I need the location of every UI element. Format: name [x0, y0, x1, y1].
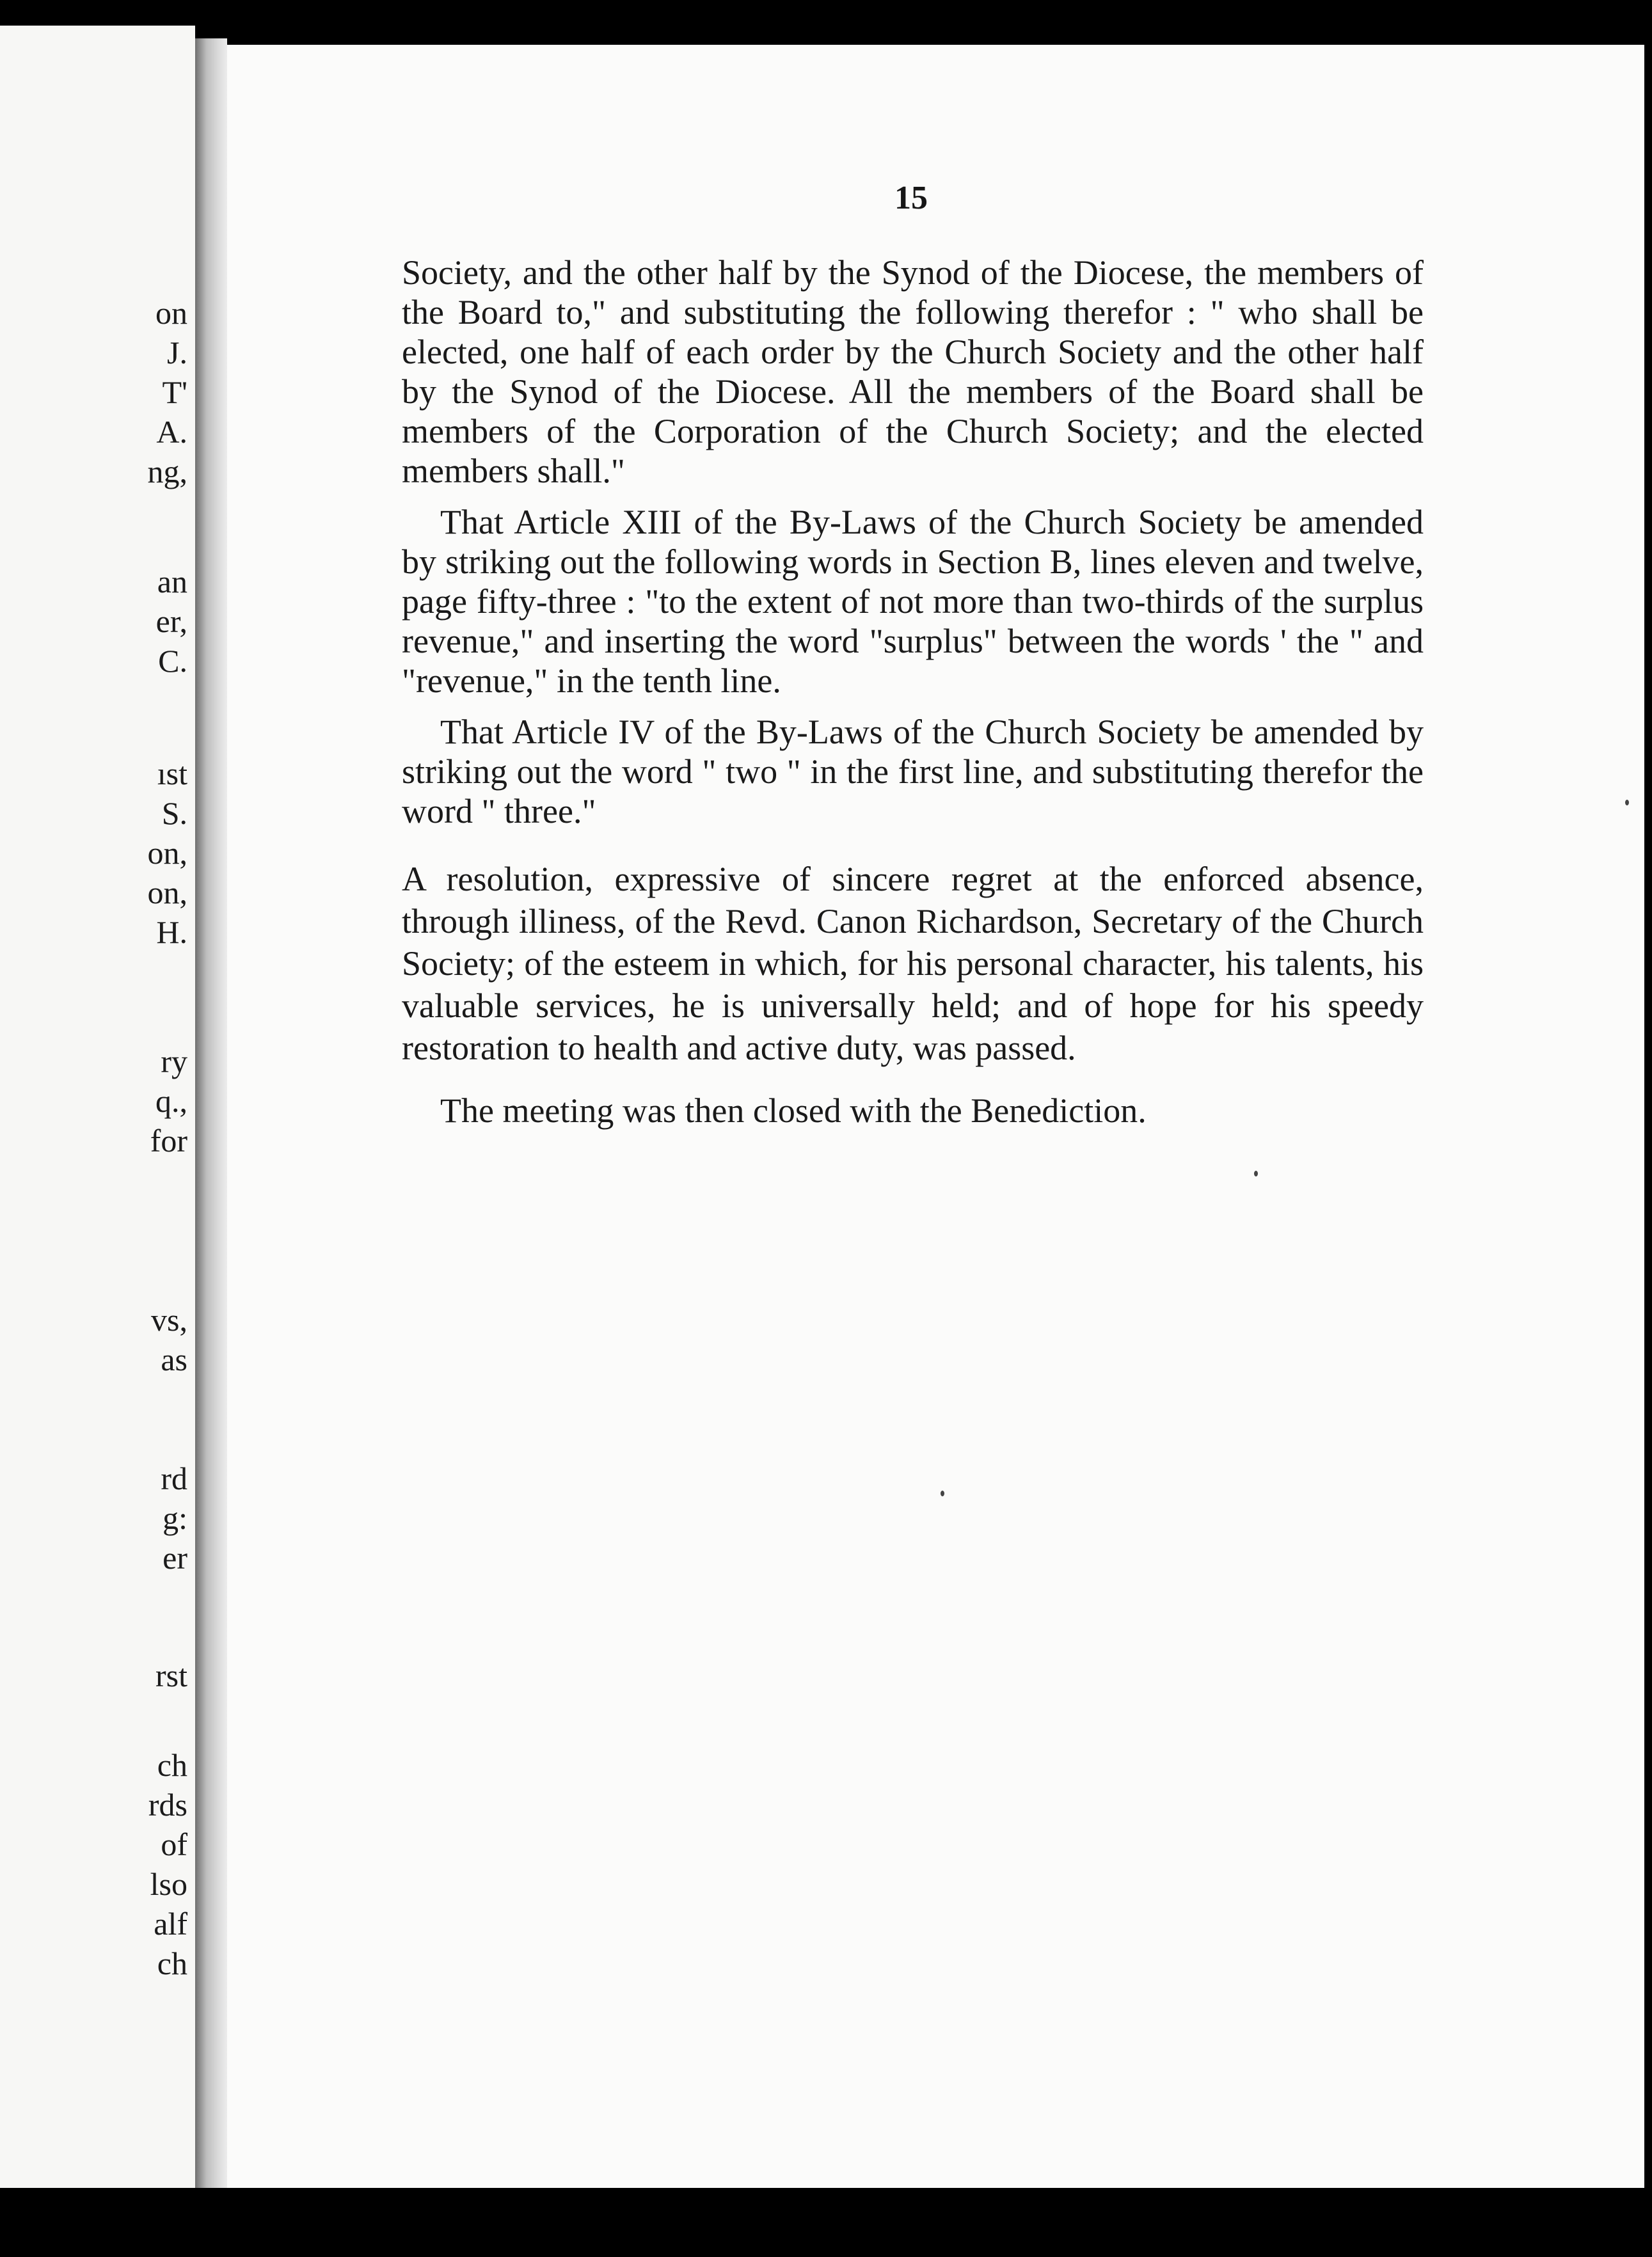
print-speck [1254, 1171, 1258, 1176]
fragment: of [161, 1826, 187, 1862]
fragment: alf [154, 1906, 187, 1942]
fragment: as [161, 1342, 187, 1377]
fragment: ch [157, 1747, 187, 1783]
amendment-article-iv: That Article IV of the By-Laws of the Church Society be amended by striking out the word " two " in the first line, and substituting therefor the word " three." [402, 713, 1424, 830]
fragment: J. [167, 335, 187, 370]
fragment: rd [161, 1461, 187, 1496]
fragment: ıst [157, 756, 187, 791]
print-speck [1625, 800, 1629, 805]
fragment: q., [155, 1083, 187, 1119]
fragment: ry [161, 1043, 187, 1079]
fragment: H. [156, 914, 187, 950]
amendment-article-xiii: That Article XIII of the By-Laws of the Church Society be amended by striking out the following words in Section B, lines eleven and twelve, page fifty-three : "to the extent of not more than two-thirds of the surplus revenue," and inserting the word "surplus" between the words ' the " and "revenue," in the tenth line. [402, 503, 1424, 700]
fragment: on [155, 295, 187, 331]
fragment: for [150, 1123, 187, 1159]
fragment: rst [155, 1658, 187, 1693]
resolution-paragraph: A resolution, expressive of sincere regret at the enforced absence, through illiness, of the Revd. Canon Richardson, Secretary of the Church Society; of the esteem in which, for his personal character, his talents, his valuable services, he is universally held; and of hope for his speedy restoration to health and active duty, was passed. [402, 860, 1424, 1067]
fragment: A. [156, 414, 187, 450]
fragment: er, [155, 603, 187, 639]
fragment: an [157, 564, 187, 599]
fragment: ng, [147, 454, 187, 489]
fragment: C. [158, 643, 187, 679]
fragment: T' [162, 374, 187, 410]
fragment: lso [150, 1866, 187, 1902]
fragment: on, [147, 875, 187, 910]
fragment: vs, [151, 1302, 187, 1338]
fragment: on, [147, 835, 187, 871]
page-number: 15 [894, 180, 928, 216]
book-gutter [195, 38, 227, 2188]
amendment-continuation: Society, and the other half by the Synod of the Diocese, the members of the Board to," and substituting the following therefor : " who shall be elected, one half of each order by the Church Society and the other half by the Synod of the Diocese. All the members of the Board shall be members of the Corporation of the Church Society; and the elected members shall." [402, 253, 1424, 490]
print-speck [941, 1491, 944, 1496]
facing-page-edge [0, 26, 195, 2188]
fragment: rds [148, 1787, 187, 1823]
fragment: er [163, 1540, 187, 1576]
closing-line: The meeting was then closed with the Benediction. [440, 1091, 1147, 1130]
fragment: S. [161, 795, 187, 831]
page-body [402, 253, 1424, 1130]
fragment: ch [157, 1945, 187, 1981]
fragment: g: [163, 1500, 187, 1536]
